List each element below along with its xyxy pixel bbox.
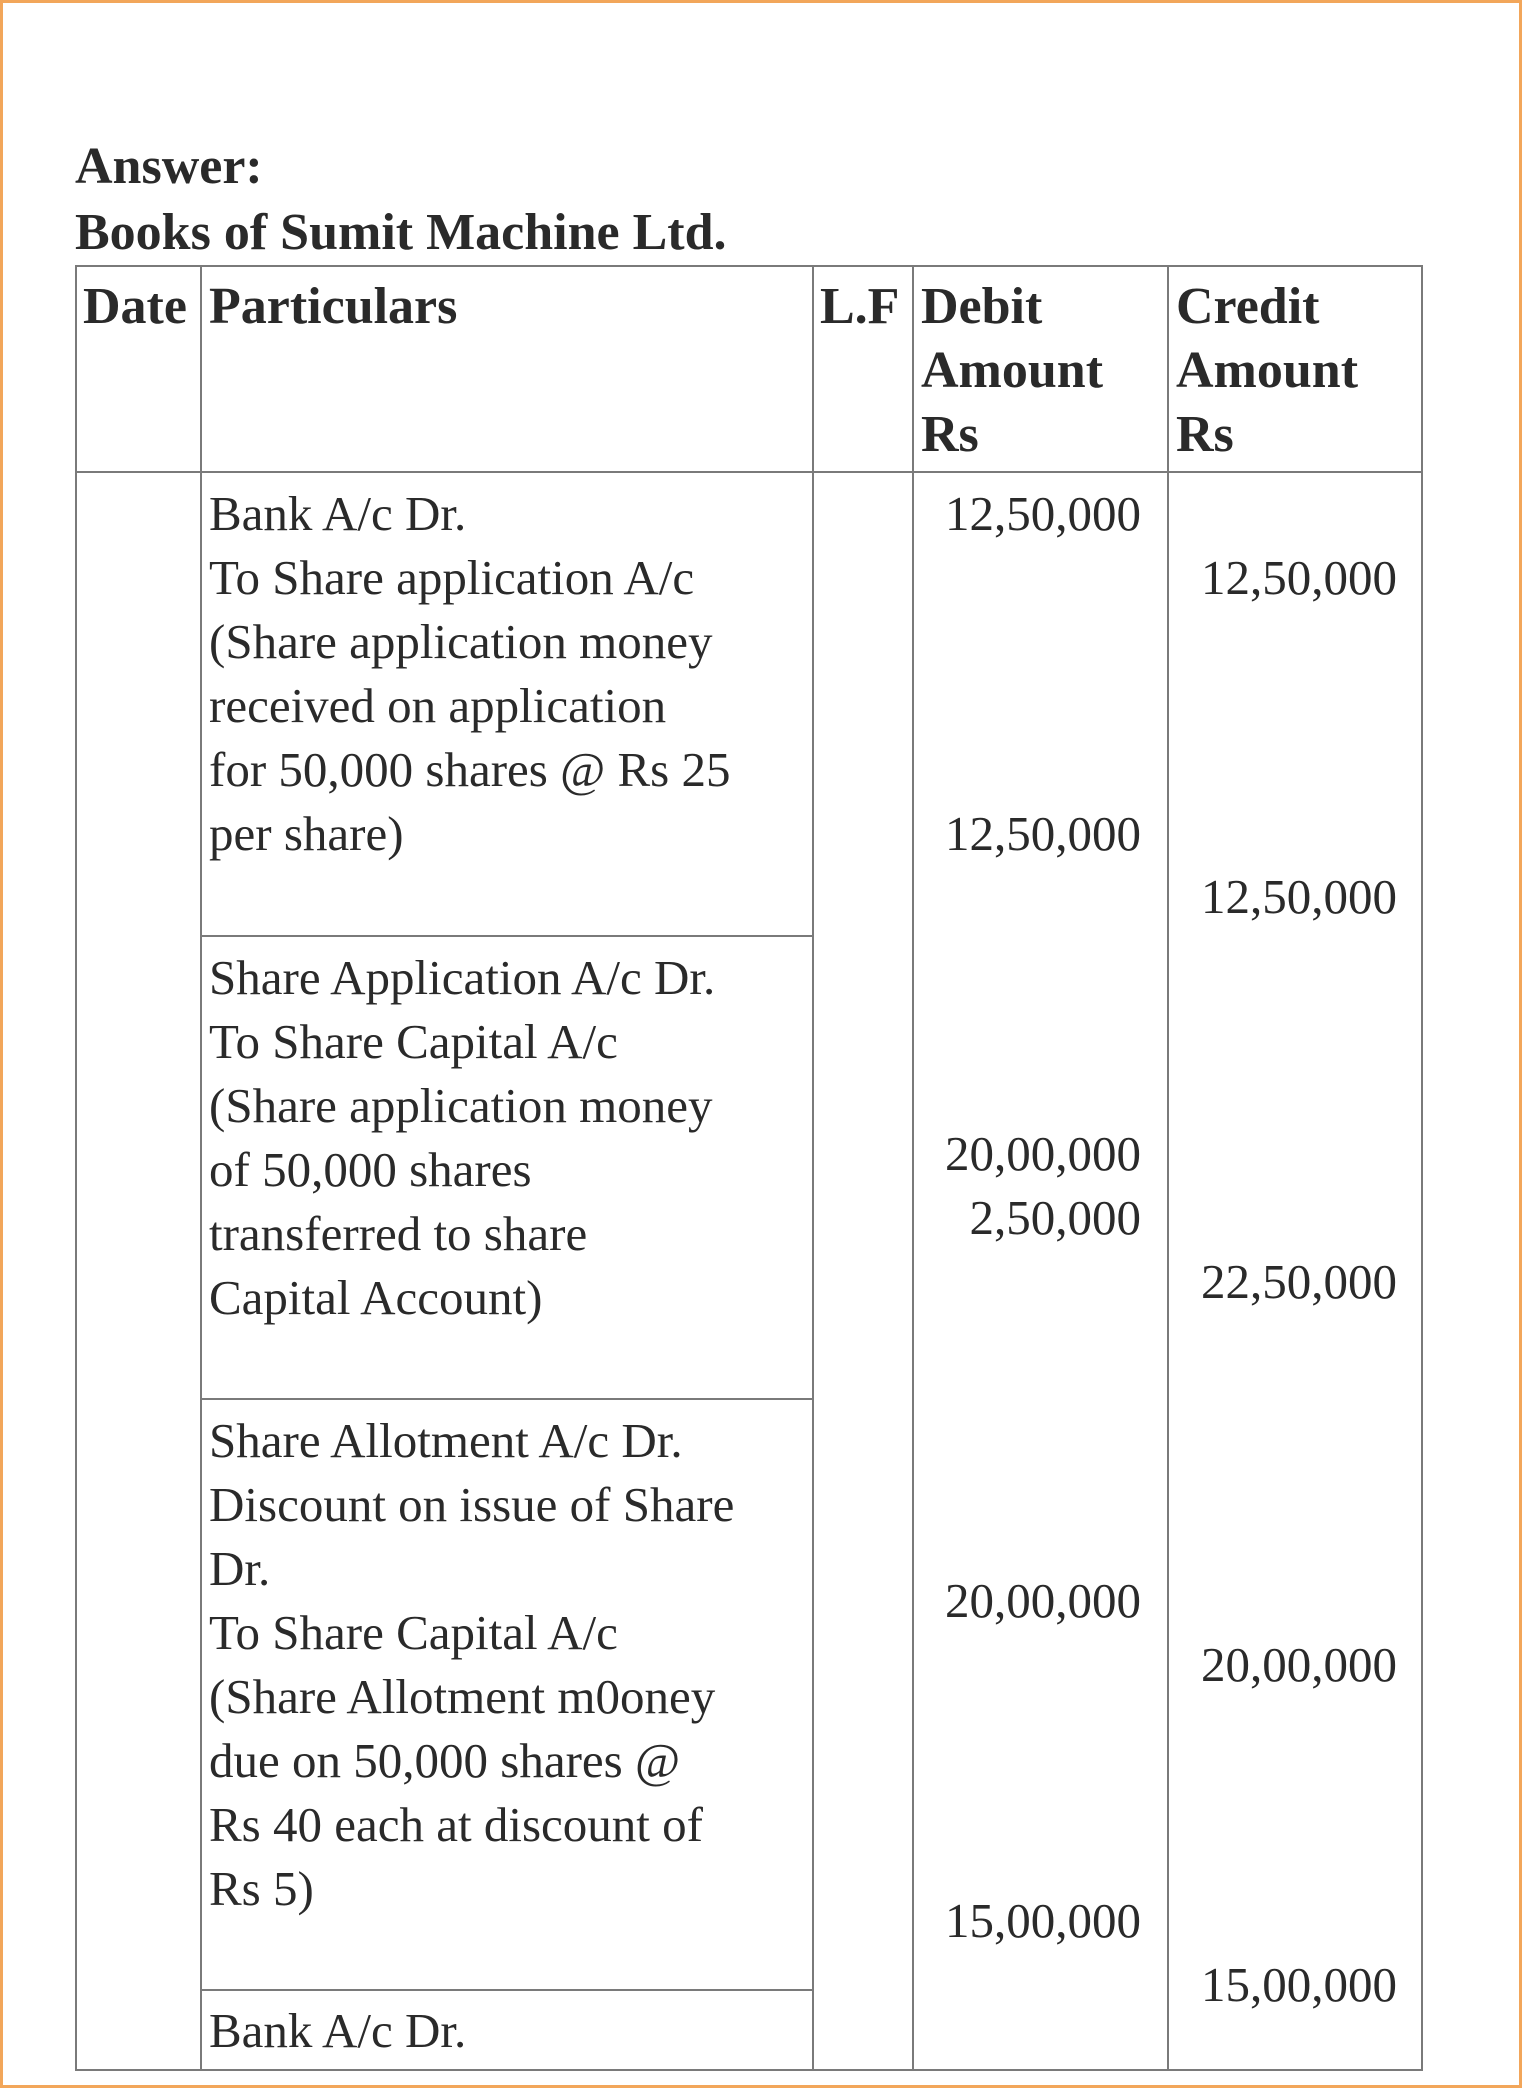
particulars-line: (Share Allotment m0oney (209, 1669, 716, 1724)
particulars-line: for 50,000 shares @ Rs 25 (209, 742, 731, 797)
debit-amount: 20,00,000 (945, 1573, 1141, 1628)
col-divider-particulars (812, 265, 814, 2071)
particulars-line: Share Allotment A/c Dr. (209, 1413, 683, 1468)
debit-amount: 12,50,000 (945, 486, 1141, 541)
col-divider-debit (1167, 265, 1169, 2071)
header-debit: Debit Amount Rs (921, 278, 1104, 463)
particulars-line: Bank A/c Dr. (209, 2003, 467, 2058)
particulars-line: Capital Account) (209, 1270, 543, 1325)
debit-amount: 15,00,000 (945, 1893, 1141, 1948)
entry-divider-1 (200, 935, 814, 937)
credit-amount: 12,50,000 (1201, 550, 1397, 605)
credit-amount: 12,50,000 (1201, 869, 1397, 924)
table-border-left (75, 265, 77, 2071)
particulars-line: (Share application money (209, 1078, 713, 1133)
table-border-right (1421, 265, 1423, 2071)
particulars-line: transferred to share (209, 1206, 588, 1261)
header-date: Date (83, 278, 187, 335)
credit-amount: 15,00,000 (1201, 1957, 1397, 2012)
header-divider (75, 471, 1423, 473)
table-border-top (75, 265, 1423, 267)
entry-divider-3 (200, 1989, 814, 1991)
header-lf: L.F (820, 278, 900, 335)
answer-heading: Answer: (75, 138, 263, 195)
particulars-line: Rs 40 each at discount of (209, 1797, 703, 1852)
particulars-line: Rs 5) (209, 1861, 314, 1916)
particulars-line: To Share Capital A/c (209, 1014, 618, 1069)
particulars-line: (Share application money (209, 614, 713, 669)
col-divider-date (200, 265, 202, 2071)
particulars-line: Share Application A/c Dr. (209, 950, 716, 1005)
particulars-line: To Share application A/c (209, 550, 695, 605)
particulars-line: To Share Capital A/c (209, 1605, 618, 1660)
header-particulars: Particulars (209, 278, 458, 335)
debit-amount: 12,50,000 (945, 806, 1141, 861)
debit-amount: 20,00,000 (945, 1126, 1141, 1181)
book-title: Books of Sumit Machine Ltd. (75, 204, 727, 261)
particulars-line: due on 50,000 shares @ (209, 1733, 681, 1788)
col-divider-lf (912, 265, 914, 2071)
entry-divider-2 (200, 1398, 814, 1400)
particulars-line: Bank A/c Dr. (209, 486, 467, 541)
debit-amount: 2,50,000 (969, 1190, 1141, 1245)
credit-amount: 20,00,000 (1201, 1637, 1397, 1692)
table-border-bottom (75, 2069, 1423, 2071)
particulars-line: Dr. (209, 1541, 271, 1596)
particulars-line: Discount on issue of Share (209, 1477, 735, 1532)
particulars-line: per share) (209, 806, 404, 861)
journal-table (3, 3, 1522, 2091)
particulars-line: of 50,000 shares (209, 1142, 532, 1197)
header-credit: Credit Amount Rs (1176, 278, 1359, 463)
particulars-line: received on application (209, 678, 667, 733)
credit-amount: 22,50,000 (1201, 1254, 1397, 1309)
